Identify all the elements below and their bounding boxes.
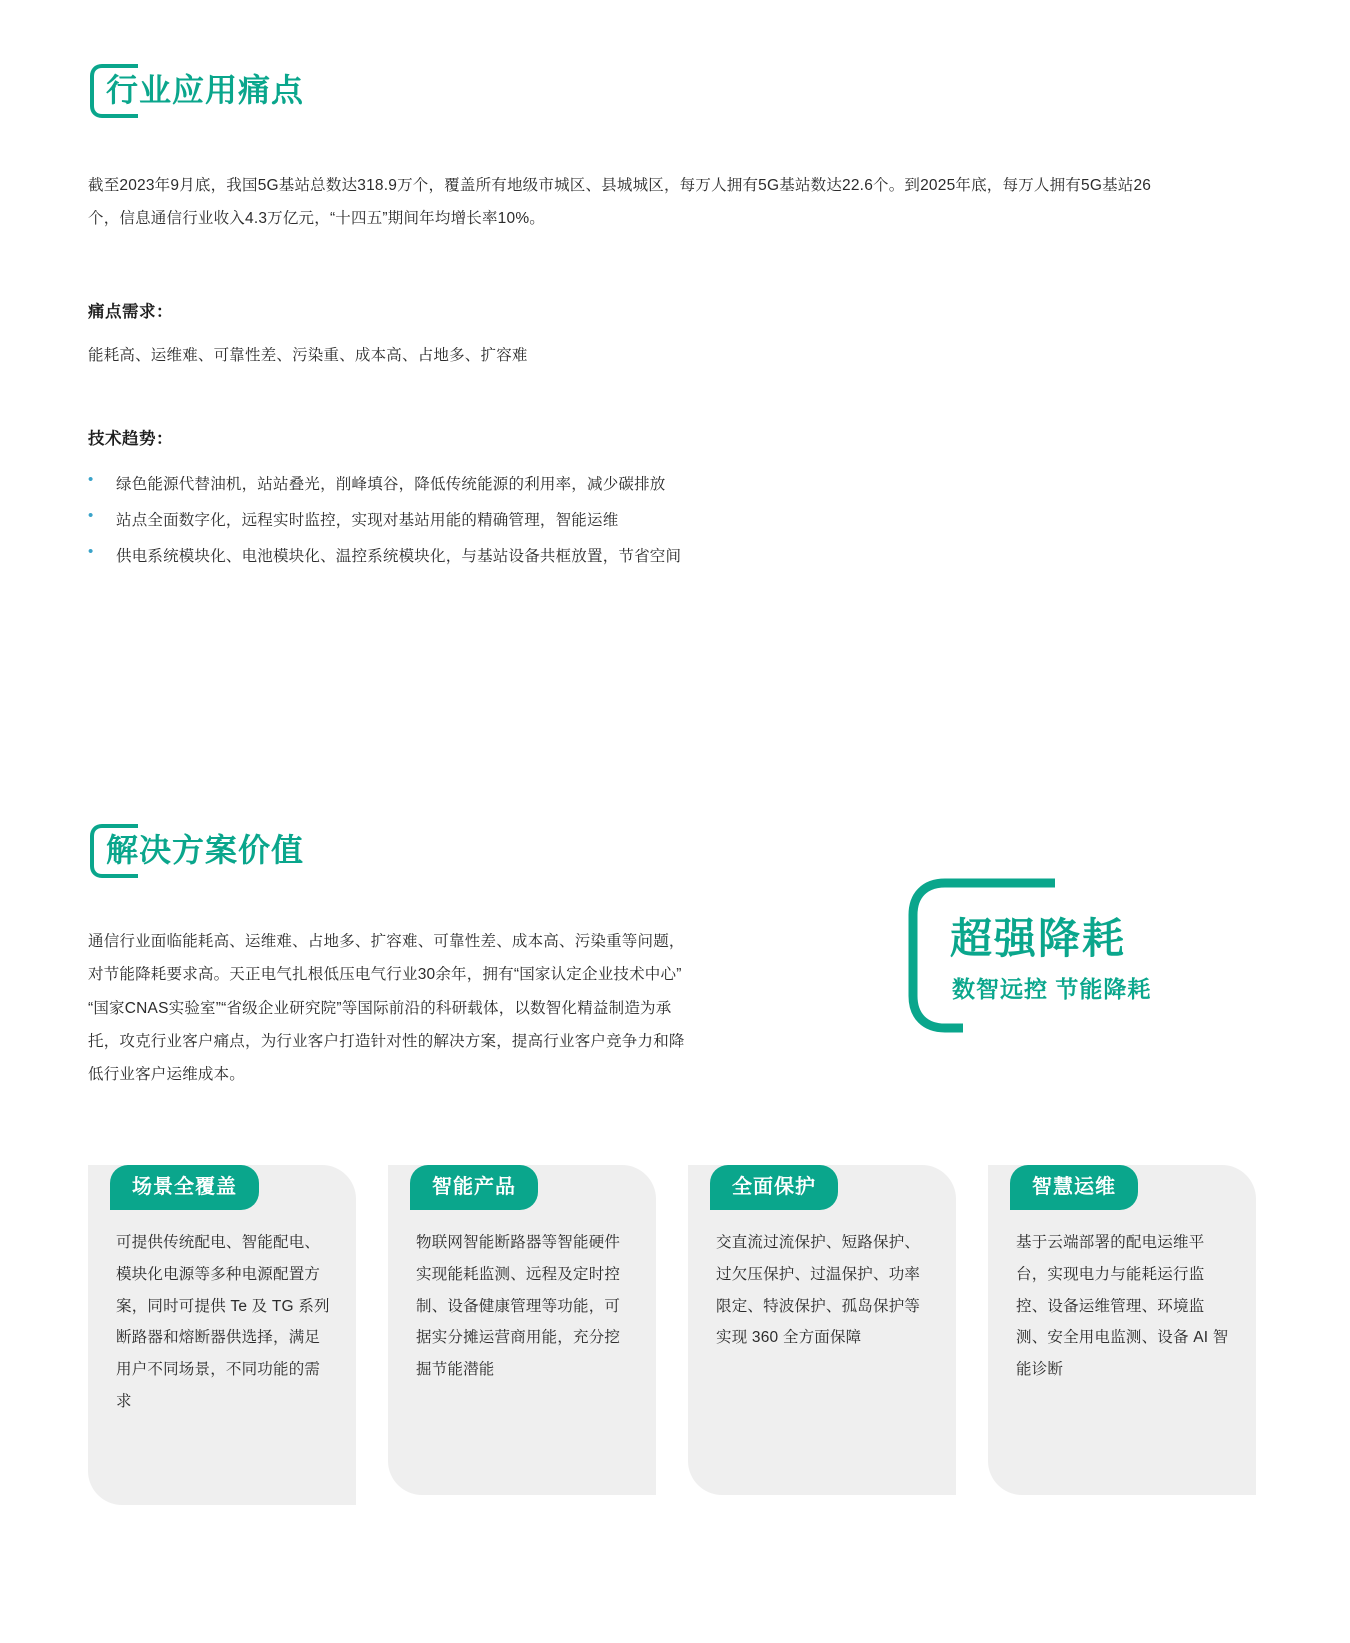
pain-points-intro: 截至2023年9月底，我国5G基站总数达318.9万个，覆盖所有地级市城区、县城城区，每万人拥有5G基站数达22.6个。到2025年底，每万人拥有5G基站26个，信息通信行业收入4.3万亿元，“十四五”期间年均增长率10%。 <box>88 177 1152 227</box>
feature-card-text: 物联网智能断路器等智能硬件实现能耗监测、远程及定时控制、设备健康管理等功能，可据实分摊运营商用能，充分挖掘节能潜能 <box>388 1165 656 1495</box>
feature-card <box>388 1165 656 1505</box>
feature-card-text: 基于云端部署的配电运维平台，实现电力与能耗运行监控、设备运维管理、环境监测、安全用电监测、设备 AI 智能诊断 <box>988 1165 1256 1495</box>
list-item: • 绿色能源代替油机，站站叠光，削峰填谷，降低传统能源的利用率，减少碳排放 <box>82 472 1082 494</box>
list-item: • 供电系统模块化、电池模块化、温控系统模块化，与基站设备共框放置，节省空间 <box>82 544 1082 566</box>
trend-list <box>82 472 1082 580</box>
list-item: • 站点全面数字化，远程实时监控，实现对基站用能的精确管理，智能运维 <box>82 508 1082 530</box>
bracket-icon <box>88 62 140 120</box>
section-title: 行业应用痛点 <box>106 72 305 108</box>
feature-card-tag: 智慧运维 <box>1010 1165 1138 1210</box>
feature-card <box>988 1165 1256 1505</box>
feature-card-list <box>88 1165 1268 1505</box>
bracket-icon <box>88 822 140 880</box>
solution-value-paragraph: 通信行业面临能耗高、运维难、占地多、扩容难、可靠性差、成本高、污染重等问题，对节能降耗要求高。天正电气扎根低压电气行业30余年，拥有“国家认定企业技术中心”“国家CNAS实验室”“省级企业研究院”等国际前沿的科研载体，以数智化精益制造为承托，攻克行业客户痛点，为行业客户打造针对性的解决方案，提高行业客户竞争力和降低行业客户运维成本。 <box>88 933 685 1084</box>
badge-main-text: 超强降耗 <box>950 915 1127 962</box>
badge-sub-text: 数智远控 节能降耗 <box>952 976 1152 1002</box>
feature-card-text: 可提供传统配电、智能配电、模块化电源等多种电源配置方案，同时可提供 Te 及 TG 系列断路器和熔断器供选择，满足用户不同场景，不同功能的需求 <box>88 1165 356 1505</box>
feature-card <box>688 1165 956 1505</box>
section-heading-solution-value <box>88 822 304 880</box>
feature-card-tag: 场景全覆盖 <box>110 1165 259 1210</box>
feature-card-tag: 智能产品 <box>410 1165 538 1210</box>
feature-card-tag: 全面保护 <box>710 1165 838 1210</box>
feature-card <box>88 1165 356 1505</box>
trend-heading: 技术趋势： <box>88 430 173 448</box>
highlight-badge <box>905 878 1175 1038</box>
feature-card-text: 交直流过流保护、短路保护、过欠压保护、过温保护、功率限定、特波保护、孤岛保护等实现 360 全方面保障 <box>688 1165 956 1495</box>
need-text: 能耗高、运维难、可靠性差、污染重、成本高、占地多、扩容难 <box>88 347 528 364</box>
need-heading: 痛点需求： <box>88 303 173 321</box>
section-title: 解决方案价值 <box>106 832 305 868</box>
section-heading-pain-points <box>88 62 304 120</box>
